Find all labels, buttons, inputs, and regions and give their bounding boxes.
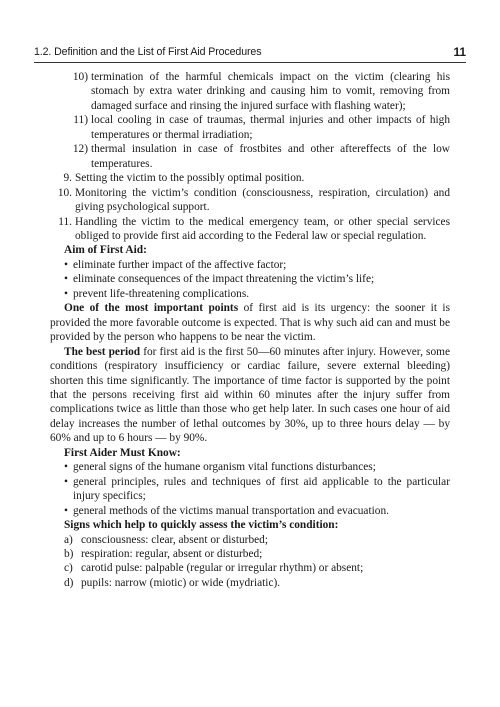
item-text: Handling the victim to the medical emergency team, or other special services obliged to provide first aid according to the Federal law or special regulation. — [75, 215, 450, 242]
bullet-dot: • — [64, 461, 68, 474]
page-number: 11 — [453, 45, 466, 59]
paragraph-text: for first aid is the first 50—60 minutes after injury. However, some conditions (respiratory insufficiency or cardiac failure, severe external bleeding) shorten this time significantly. The importance of time factor is supported by the point that the persons receiving first aid within 60 minutes after the injury suffer from complications twice as little than those who get help later. In such cases one hour of aid delay increases the number of lethal outcomes by 30%, up to three hours delay — by 60% and up to 6 hours — by 90%. — [50, 345, 450, 445]
item-number: 11. — [58, 215, 72, 228]
list-item — [50, 70, 450, 113]
sign-text: respiration: regular, absent or disturbed; — [81, 547, 263, 560]
item-text: Setting the victim to the possibly optimal position. — [75, 172, 305, 185]
list-item — [50, 186, 450, 215]
paragraph-text: of first aid is its urgency: the sooner it is provided the more favorable outcome is expected. That is why such aid can and must be provided by the person who happens to be near the victim. — [50, 302, 450, 344]
aim-heading: Aim of First Aid: — [64, 244, 147, 257]
sign-text: consciousness: clear, absent or disturbed; — [81, 533, 268, 546]
list-item — [50, 113, 450, 142]
item-number: 9. — [63, 172, 72, 185]
sign-label: c) — [64, 562, 73, 575]
list-item — [50, 171, 450, 185]
sign-item — [50, 561, 450, 575]
sign-label: d) — [64, 576, 74, 589]
bullet-item — [50, 504, 450, 518]
bullet-dot: • — [64, 475, 68, 488]
bullet-item — [50, 258, 450, 272]
sign-item — [50, 547, 450, 561]
bullet-item — [50, 475, 450, 504]
must-know-heading: First Aider Must Know: — [64, 446, 181, 459]
bullet-dot: • — [64, 258, 68, 271]
running-header — [34, 46, 466, 63]
item-text: Monitoring the victim’s condition (consciousness, respiration, circulation) and giving psychological support. — [75, 186, 450, 214]
sign-label: b) — [64, 547, 74, 560]
sign-text: carotid pulse: palpable (regular or irregular rhythm) or absent; — [81, 562, 364, 575]
item-text: termination of the harmful chemicals impact on the victim (clearing his stomach by extra water drinking and causing him to vomit, removing from damaged surface and rinsing the injured surface with flashing water); — [91, 71, 450, 112]
urgency-paragraph — [50, 301, 450, 344]
bullet-item — [50, 287, 450, 301]
bullet-text: general signs of the humane organism vital functions disturbances; — [73, 461, 376, 474]
list-item — [50, 142, 450, 171]
item-text: local cooling in case of traumas, thermal injuries and other impacts of high temperatures or thermal irradiation; — [91, 114, 450, 141]
sign-item — [50, 533, 450, 547]
bold-lead: The best period — [64, 345, 141, 358]
signs-heading: Signs which help to quickly assess the victim’s condition: — [64, 519, 339, 532]
page-content — [50, 70, 450, 590]
sign-item — [50, 576, 450, 590]
item-number: 12) — [72, 143, 88, 156]
bullet-dot: • — [64, 504, 68, 517]
best-period-paragraph — [50, 345, 450, 446]
item-number: 10) — [72, 71, 88, 83]
item-number: 11) — [73, 114, 88, 127]
bullet-text: general methods of the victims manual transportation and evacuation. — [73, 504, 389, 517]
bold-lead: One of the most important points — [64, 302, 239, 315]
sign-label: a) — [64, 533, 73, 546]
item-text: thermal insulation in case of frostbites and other aftereffects of the low temperatures. — [91, 143, 450, 170]
bullet-dot: • — [64, 287, 68, 300]
bullet-text: eliminate further impact of the affective factor; — [73, 258, 287, 271]
sign-text: pupils: narrow (miotic) or wide (mydriatic). — [81, 576, 281, 589]
bullet-text: prevent life-threatening complications. — [73, 287, 250, 300]
bullet-text: general principles, rules and techniques of first aid applicable to the particular injury specifics; — [73, 475, 450, 503]
bullet-item — [50, 272, 450, 286]
bullet-dot: • — [64, 273, 68, 286]
bullet-item — [50, 460, 450, 474]
section-title: 1.2. Definition and the List of First Aid Procedures — [34, 46, 262, 58]
bullet-text: eliminate consequences of the impact threatening the victim’s life; — [73, 273, 375, 286]
list-item — [50, 215, 450, 244]
item-number: 10. — [57, 186, 72, 199]
